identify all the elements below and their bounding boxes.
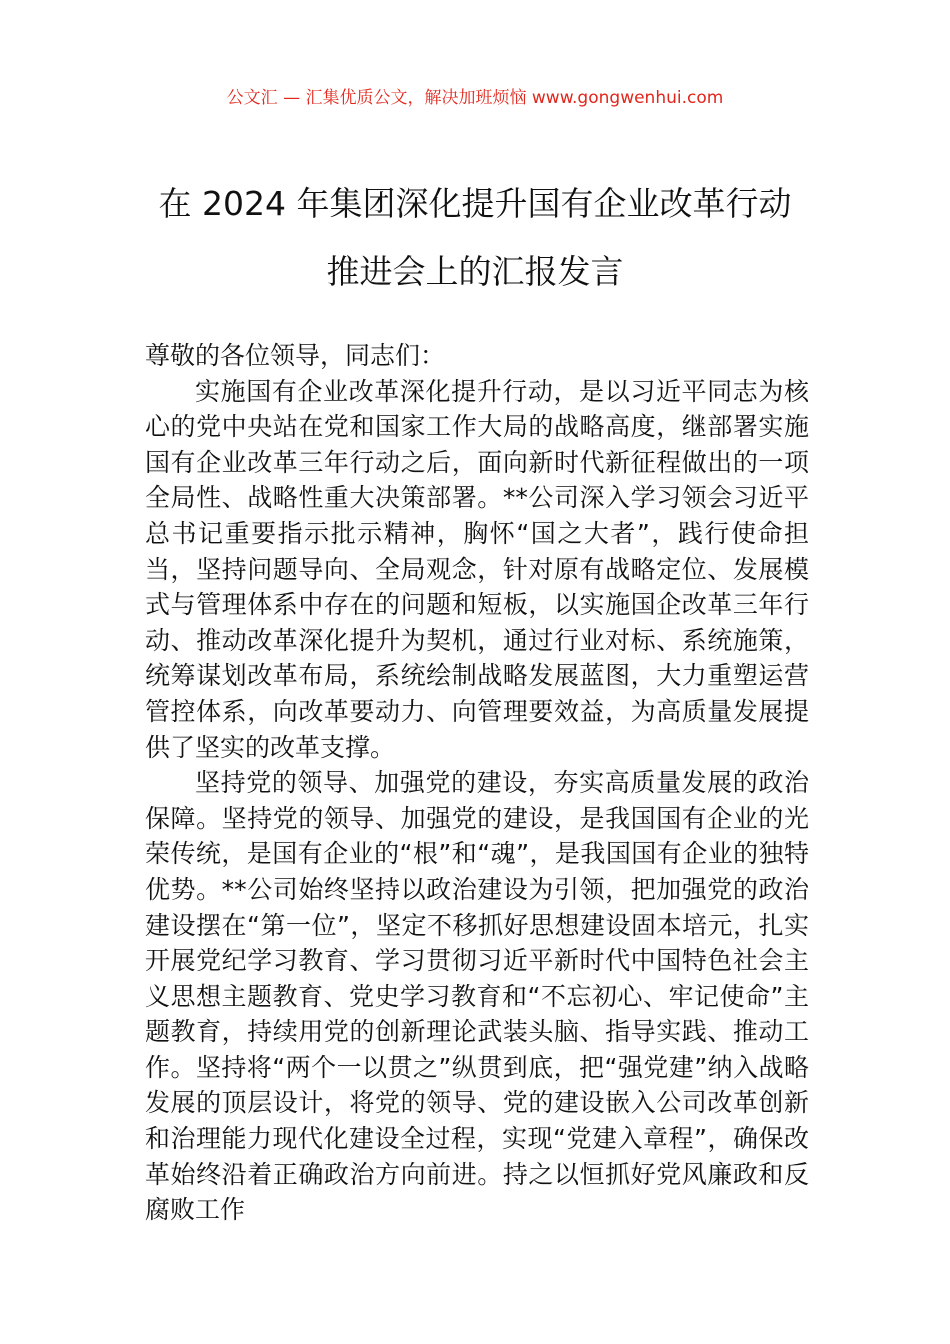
document-title-line-2: 推进会上的汇报发言 bbox=[326, 252, 624, 291]
paragraph: 实施国有企业改革深化提升行动，是以习近平同志为核心的党中央站在党和国家工作大局的战略高度，继部署实施国有企业改革三年行动之后，面向新时代新征程做出的一项全局性、战略性重大决策部署。**公司深入学习领会习近平总书记重要指示批示精神，胸怀“国之大者”，践行使命担当，坚持问题导向、全局观念，针对原有战略定位、发展模式与管理体系中存在的问题和短板，以实施国企改革三年行动、推动改革深化提升为契机，通过行业对标、系统施策，统筹谋划改革布局，系统绘制战略发展蓝图，大力重塑运营管控体系，向改革要动力、向管理要效益，为高质量发展提供了坚实的改革支撑。 bbox=[145, 376, 809, 762]
salutation: 尊敬的各位领导，同志们： bbox=[145, 341, 446, 370]
header-banner: 公文汇 — 汇集优质公文，解决加班烦恼 www.gongwenhui.com bbox=[226, 88, 724, 108]
paragraph: 坚持党的领导、加强党的建设，夯实高质量发展的政治保障。坚持党的领导、加强党的建设，是我国国有企业的光荣传统，是国有企业的“根”和“魂”，是我国国有企业的独特优势。**公司始终坚持以政治建设为引领，把加强党的政治建设摆在“第一位”，坚定不移抓好思想建设固本培元，扎实开展党纪学习教育、学习贯彻习近平新时代中国特色社会主义思想主题教育、党史学习教育和“不忘初心、牢记使命”主题教育，持续用党的创新理论武装头脑、指导实践、推动工作。坚持将“两个一以贯之”纵贯到底，把“强党建”纳入战略发展的顶层设计，将党的领导、党的建设嵌入公司改革创新和治理能力现代化建设全过程，实现“党建入章程”，确保改革始终沿着正确政治方向前进。持之以恒抓好党风廉政和反腐败工作 bbox=[145, 768, 809, 1225]
document-title-line-1: 在 2024 年集团深化提升国有企业改革行动 bbox=[158, 184, 792, 223]
document-body bbox=[145, 338, 809, 1228]
